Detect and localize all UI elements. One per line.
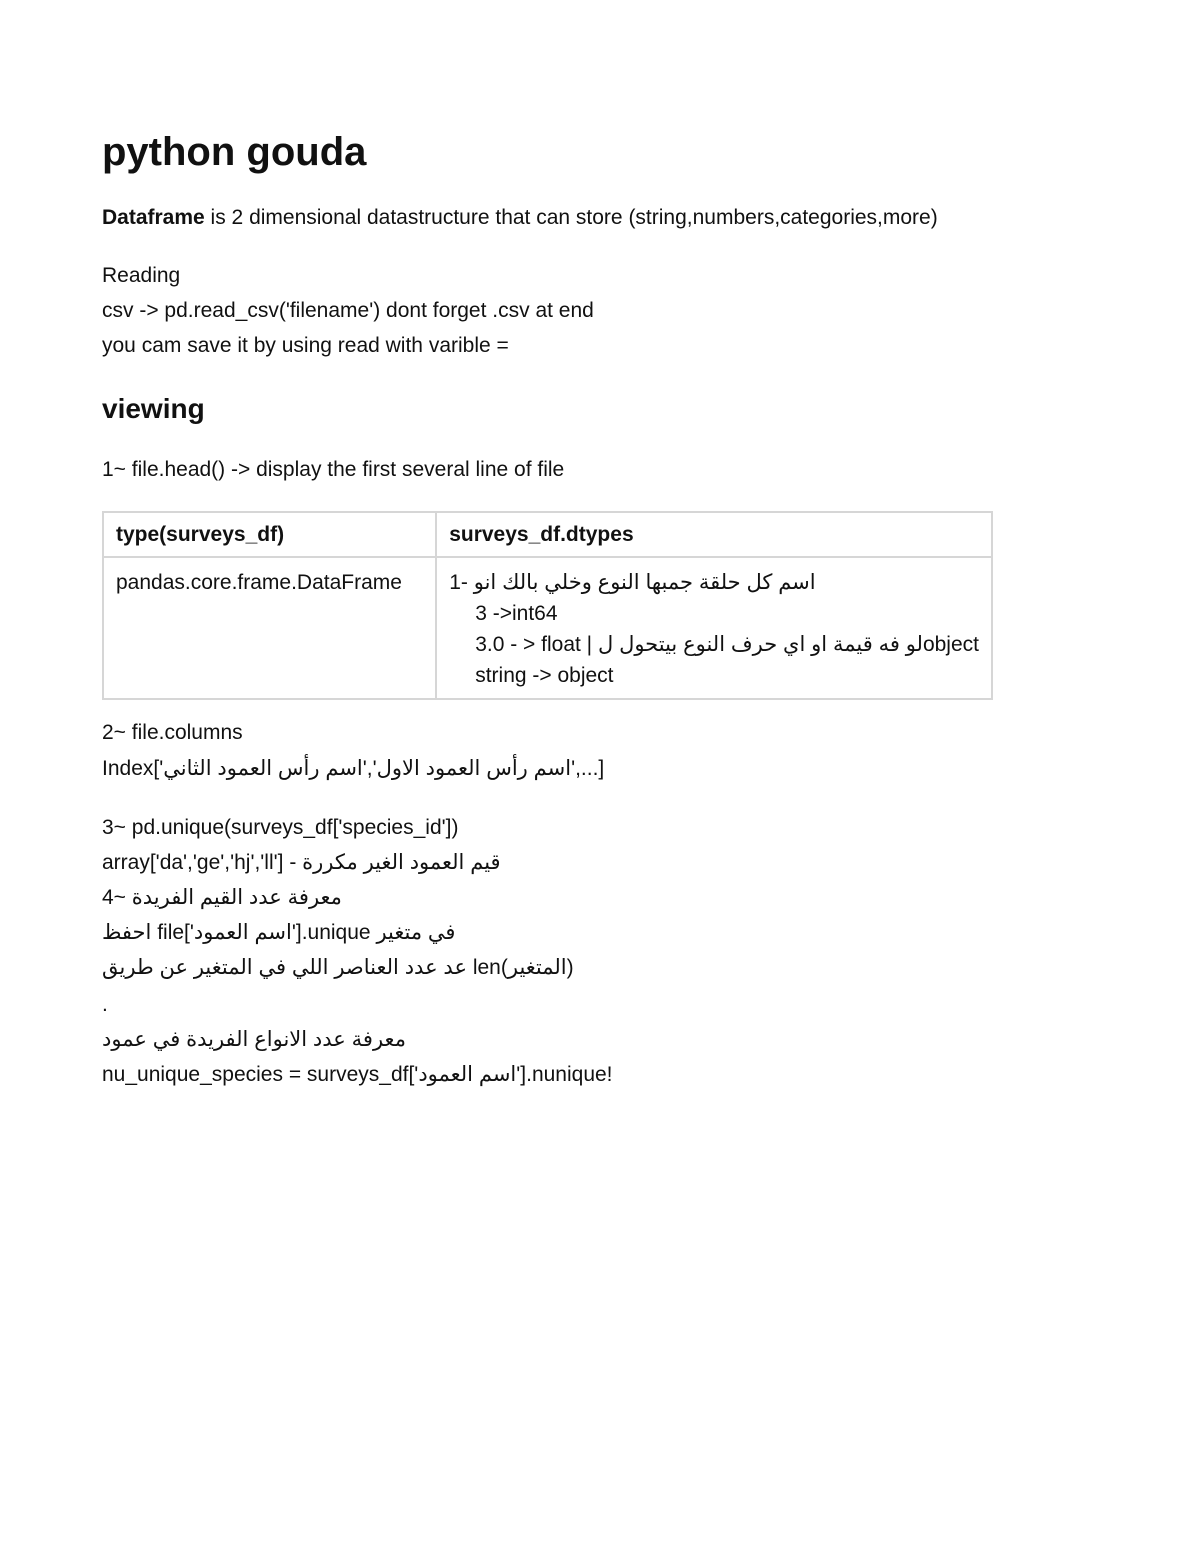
item-2-columns: 2~ file.columns	[102, 721, 243, 744]
item-2-index: Index['اسم رأس العمود الاول','اسم رأس العمود الثاني',...]	[102, 757, 605, 780]
dataframe-definition	[102, 205, 938, 231]
dataframe-description: is 2 dimensional datastructure that can store (string,numbers,categories,more)	[204, 206, 938, 229]
page-title: python gouda	[102, 130, 367, 174]
item-3-unique: 3~ pd.unique(surveys_df['species_id'])	[102, 816, 459, 839]
item-3-array: array['da','ge','hj','ll'] - قيم العمود الغير مكررة	[102, 851, 501, 874]
table-header-cell: surveys_df.dtypes	[436, 512, 992, 557]
item-1-head: 1~ file.head() -> display the first several line of file	[102, 458, 565, 481]
table-header-cell: type(surveys_df)	[103, 512, 436, 557]
reading-label: Reading	[102, 264, 181, 287]
dtypes-string-line: string -> object	[475, 664, 614, 687]
item-4-save: احفظ file['اسم العمود'].unique في متغير	[102, 921, 456, 944]
table-cell-type: pandas.core.frame.DataFrame	[103, 557, 436, 699]
item-4-len: عد عدد العناصر اللي في المتغير عن طريق len(المتغير)	[102, 956, 574, 979]
table-cell-dtypes	[436, 557, 992, 699]
table-row	[103, 557, 992, 699]
dtypes-note-line: 1- اسم كل حلقة جمبها النوع وخلي بالك انو	[449, 571, 816, 594]
reading-csv-line: csv -> pd.read_csv('filename') dont forget .csv at end	[102, 299, 594, 322]
dtypes-table	[102, 511, 993, 700]
dtypes-float-line: 3.0 - > float | لو فه قيمة او اي حرف النوع بيتحول لobject	[475, 633, 979, 656]
viewing-heading: viewing	[102, 393, 205, 424]
item-5-code: nu_unique_species = surveys_df['اسم العمود'].nunique!	[102, 1063, 613, 1086]
dataframe-term: Dataframe	[102, 206, 205, 229]
reading-save-line: you cam save it by using read with varible =	[102, 334, 509, 357]
item-5-title: معرفة عدد الانواع الفريدة في عمود	[102, 1028, 406, 1051]
separator-dot: .	[102, 993, 108, 1016]
table-header-row	[103, 512, 992, 557]
item-4-title: 4~ معرفة عدد القيم الفريدة	[102, 886, 342, 909]
dtypes-int-line: 3 ->int64	[475, 602, 558, 625]
